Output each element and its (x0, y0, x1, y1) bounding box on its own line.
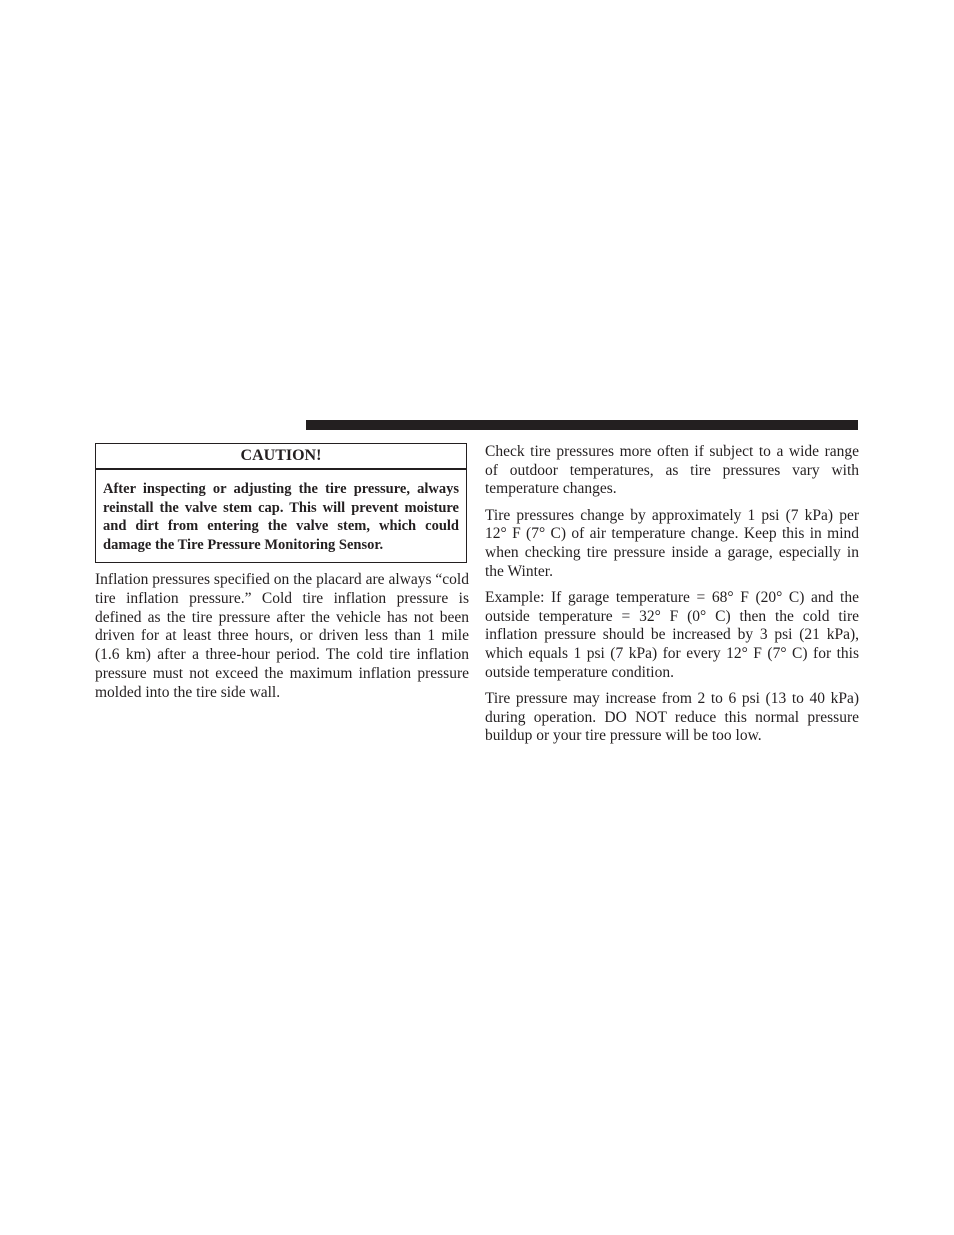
pressure-change-paragraph: Tire pressures change by approximately 1 psi (7 kPa) per 12° F (7° C) of air temperature change. Keep this in mind when checking tire pressure inside a garage, especially in the Winter. (485, 506, 859, 580)
caution-text: After inspecting or adjusting the tire pressure, always reinstall the valve stem cap. This will prevent moisture and dirt from entering the valve stem, which could damage the Tire Pressure Monitoring Sensor. (103, 481, 459, 553)
check-pressure-paragraph: Check tire pressures more often if subject to a wide range of outdoor temperatures, as tire pressures vary with temperature changes. (485, 443, 859, 498)
right-column (485, 443, 859, 746)
pressure-increase-paragraph: Tire pressure may increase from 2 to 6 psi (13 to 40 kPa) during operation. DO NOT reduce this normal pressure buildup or your tire pressure will be too low. (485, 689, 859, 745)
cold-tire-inflation-paragraph: Inflation pressures specified on the placard are always “cold tire inflation pressure.” Cold tire inflation pressure is defined as the tire pressure after the vehicle has not been driven for at least three hours, or driven less than 1 mile (1.6 km) after a three-hour period. The cold tire inflation pressure must not exceed the maximum inflation pressure molded into the tire side wall. (95, 571, 469, 701)
left-column (95, 443, 469, 702)
caution-box (95, 443, 467, 563)
example-paragraph: Example: If garage temperature = 68° F (20° C) and the outside temperature = 32° F (0° C) then the cold tire inflation pressure should be increased by 3 psi (21 kPa), which equals 1 psi (7 kPa) for every 12° F (7° C) for this outside temperature condition. (485, 588, 859, 681)
section-header-bar (306, 420, 858, 430)
caution-title: CAUTION! (96, 444, 466, 470)
